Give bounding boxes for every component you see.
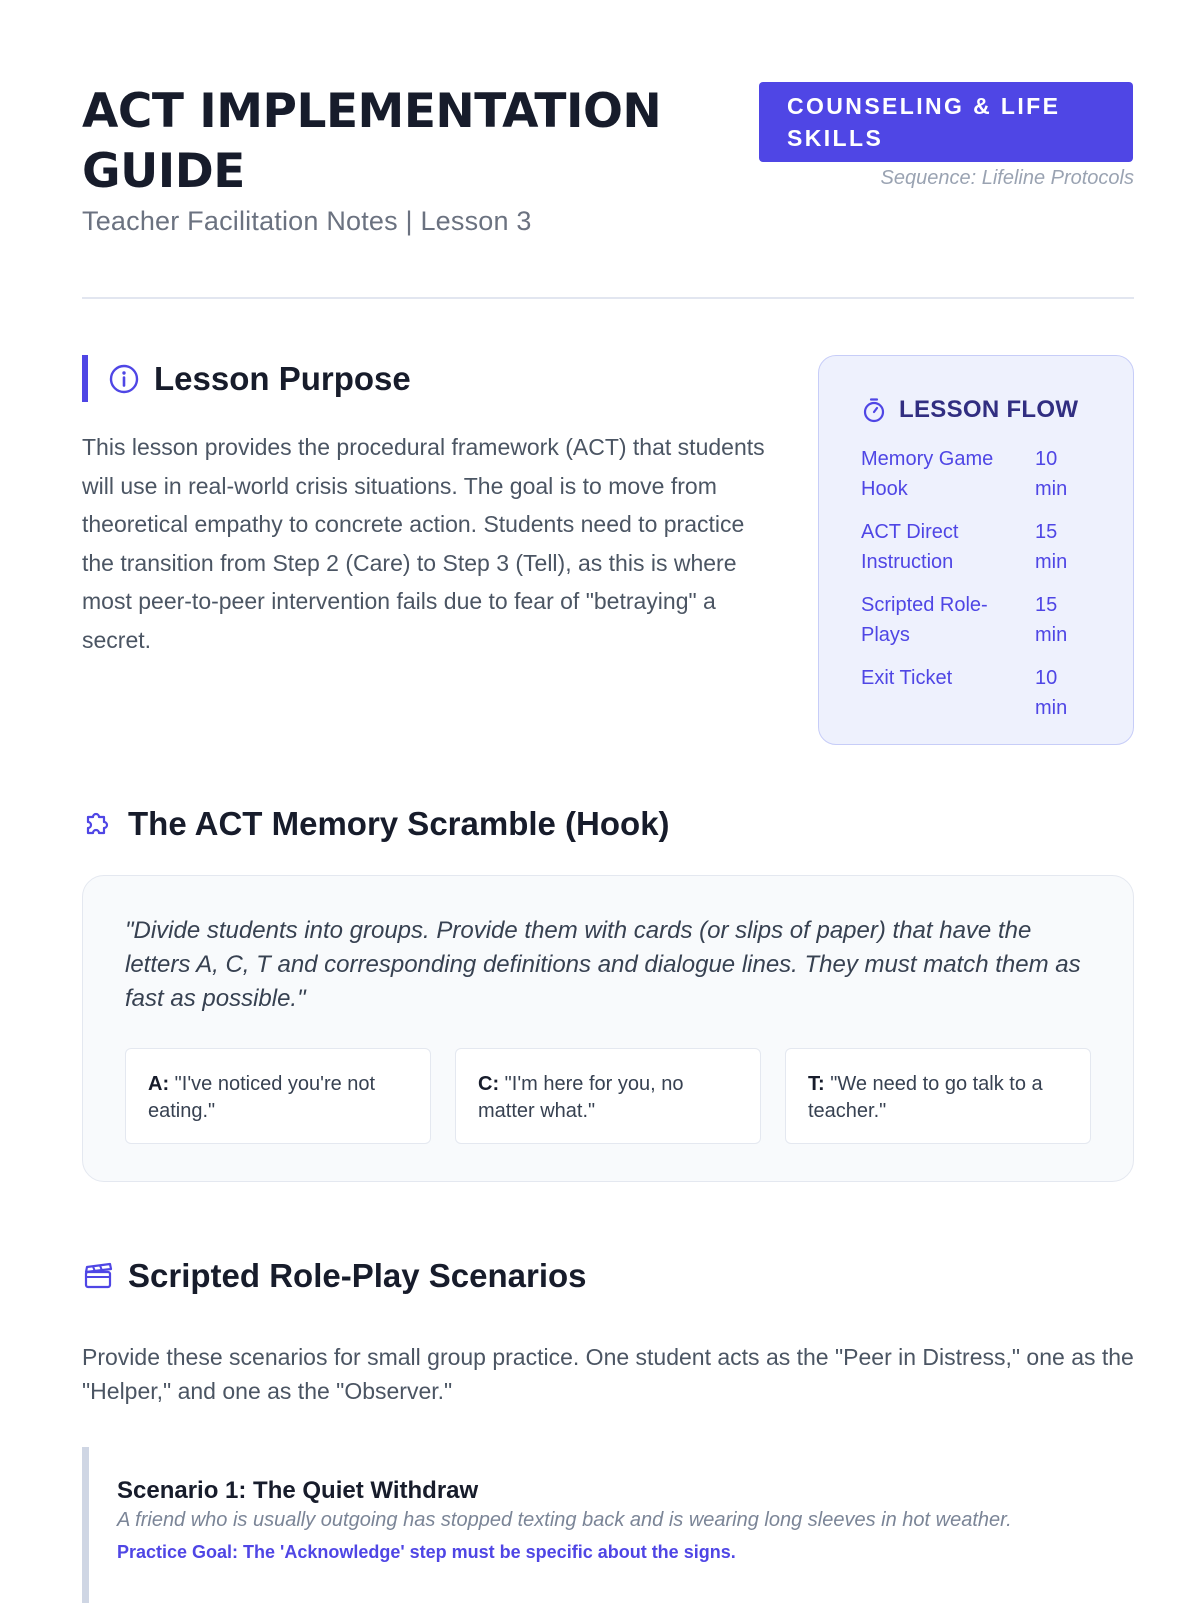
- memory-scramble-instructions: "Divide students into groups. Provide them with cards (or slips of paper) that have the letters A, C, T and corresponding definitions and dialogue lines. They must match them as fast as possible.": [125, 917, 1081, 1012]
- card-letter: A:: [148, 1073, 170, 1095]
- scenario-title: Scenario 1: The Quiet Withdraw: [117, 1477, 479, 1504]
- act-card-c: [455, 1048, 761, 1144]
- document-title: ACT IMPLEMENTATION GUIDE: [82, 84, 662, 199]
- flow-item-name: Memory Game Hook: [861, 448, 994, 500]
- card-text: "I'm here for you, no matter what.": [478, 1073, 684, 1122]
- act-card-t: [785, 1048, 1091, 1144]
- flow-item-duration: 10 min: [1035, 667, 1068, 719]
- puzzle-icon: [82, 808, 114, 840]
- section-accent-bar: [82, 355, 88, 402]
- flow-item-name: Scripted Role-Plays: [861, 594, 988, 646]
- flow-item-name: Exit Ticket: [861, 667, 953, 689]
- timer-icon: [861, 397, 887, 423]
- lesson-purpose-text: This lesson provides the procedural framework (ACT) that students will use in real-world crisis situations. The goal is to move from theoretical empathy to concrete action. Students need to practice the transition from Step 2 (Care) to Step 3 (Tell), as this is where most peer-to-peer intervention fails due to fear of "betraying" a secret.: [82, 434, 765, 653]
- document-subtitle: Teacher Facilitation Notes | Lesson 3: [82, 206, 532, 236]
- act-card-a: [125, 1048, 431, 1144]
- info-icon: [108, 363, 140, 395]
- card-letter: C:: [478, 1073, 500, 1095]
- section-heading-text: Scripted Role-Play Scenarios: [128, 1257, 587, 1294]
- flow-item: [861, 590, 1095, 650]
- clapperboard-icon: [82, 1260, 114, 1292]
- lesson-flow-card: [818, 355, 1134, 745]
- scenario-card: [82, 1447, 1134, 1603]
- flow-item: [861, 517, 1095, 577]
- flow-item-duration: 15 min: [1035, 594, 1068, 646]
- flow-item: [861, 663, 1095, 723]
- memory-scramble-heading: [82, 800, 670, 848]
- flow-item-duration: 15 min: [1035, 521, 1068, 573]
- scenario-goal: Practice Goal: The 'Acknowledge' step must be specific about the signs.: [117, 1542, 736, 1562]
- card-letter: T:: [808, 1073, 825, 1095]
- role-play-heading: [82, 1252, 587, 1300]
- section-heading-text: Lesson Purpose: [154, 360, 411, 397]
- flow-item-duration: 10 min: [1035, 448, 1068, 500]
- section-heading-text: The ACT Memory Scramble (Hook): [128, 805, 670, 842]
- category-badge: COUNSELING & LIFE SKILLS: [759, 82, 1133, 162]
- lesson-purpose-heading: [108, 356, 411, 402]
- act-cards: [125, 1048, 1091, 1144]
- header-divider: [82, 297, 1134, 299]
- card-text: "We need to go talk to a teacher.": [808, 1073, 1043, 1122]
- lesson-flow-title: [861, 396, 1095, 424]
- lesson-flow-title-text: LESSON FLOW: [899, 396, 1079, 423]
- sequence-note: Sequence: Lifeline Protocols: [880, 167, 1134, 189]
- flow-item: [861, 444, 1095, 504]
- card-text: "I've noticed you're not eating.": [148, 1073, 376, 1122]
- memory-scramble-box: [82, 875, 1134, 1182]
- role-play-intro: Provide these scenarios for small group practice. One student acts as the "Peer in Distress," one as the "Helper," and one as the "Observer.": [82, 1344, 1134, 1404]
- scenario-description: A friend who is usually outgoing has stopped texting back and is wearing long sleeves in hot weather.: [117, 1509, 1012, 1531]
- flow-item-name: ACT Direct Instruction: [861, 521, 959, 573]
